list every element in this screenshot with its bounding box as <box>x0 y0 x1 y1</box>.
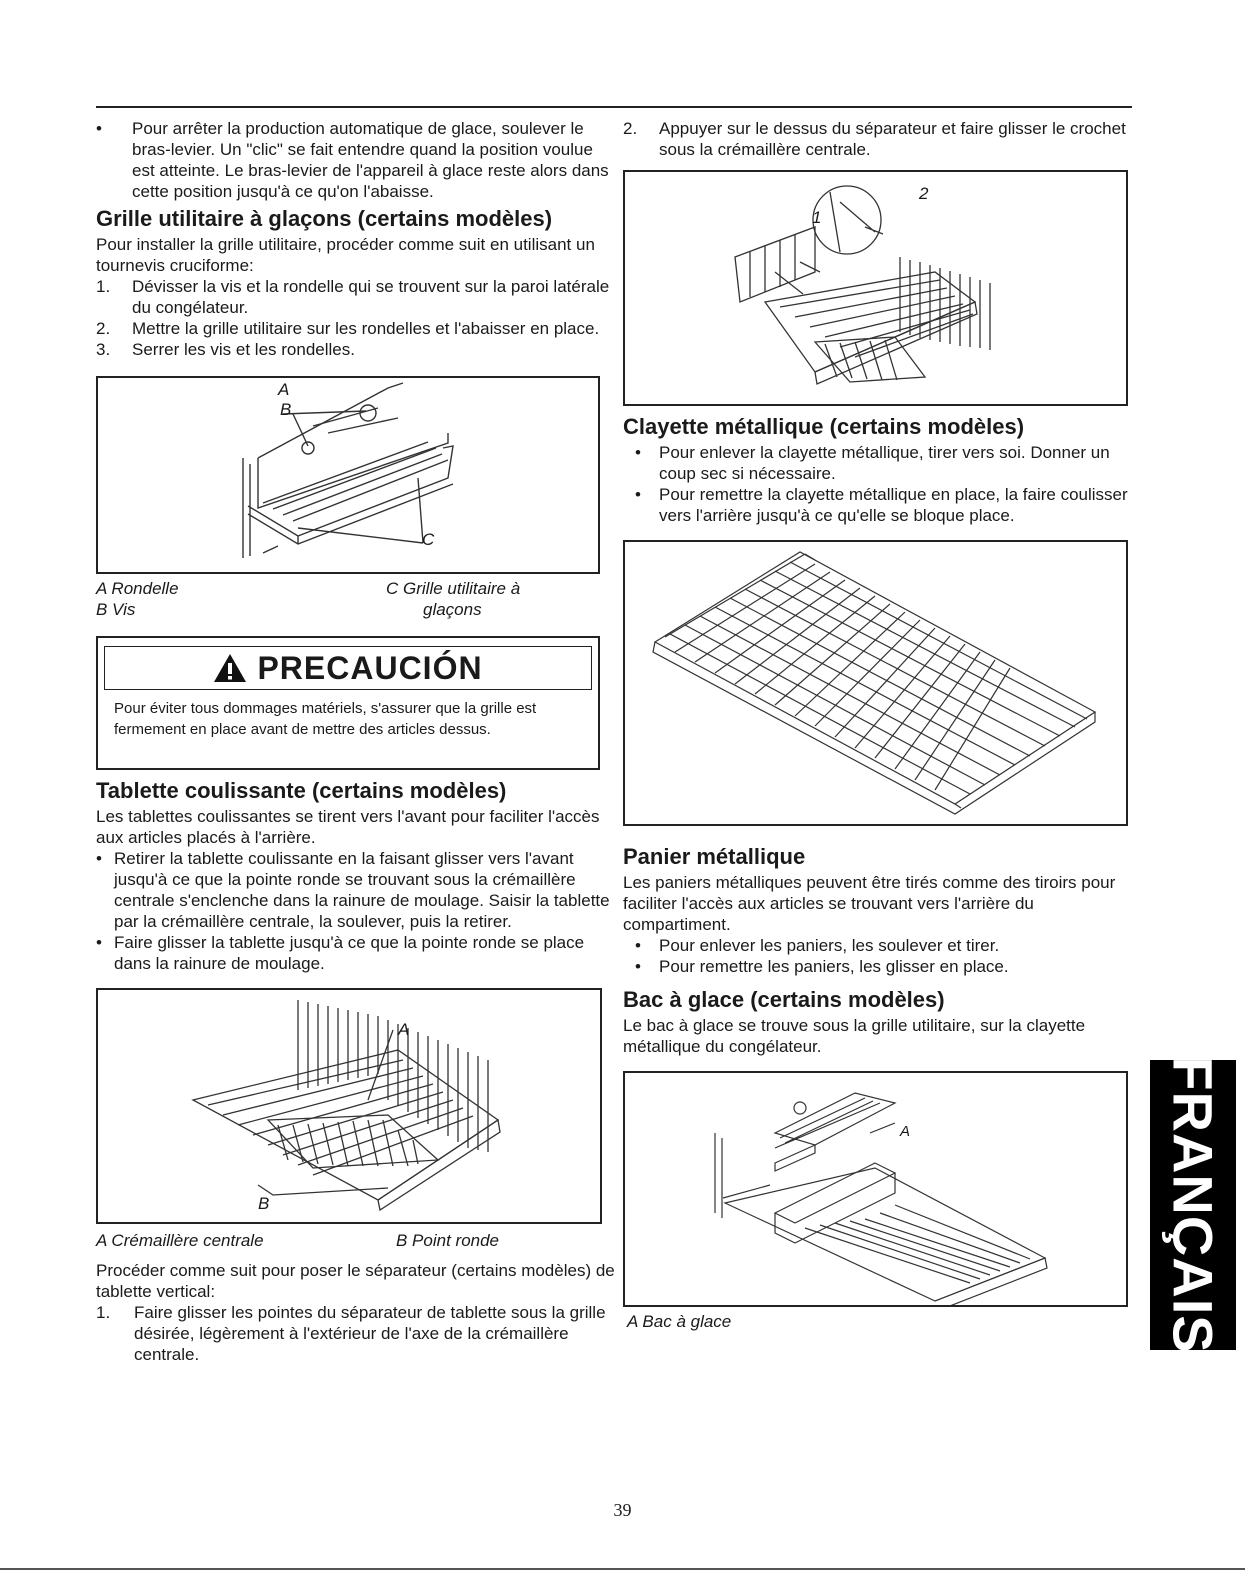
precaution-header <box>104 646 592 690</box>
panier-intro: Les paniers métalliques peuvent être tirés comme des tiroirs pour faciliter l'accès aux articles se trouvant vers l'arrière du compartiment. <box>623 873 1116 934</box>
fig2-label-b: B <box>258 1194 270 1213</box>
fig1-caption-a: A Rondelle <box>96 579 179 598</box>
clayette-bullet-2: • Pour remettre la clayette métallique en place, la faire coulisser vers l'arrière jusqu'à ce qu'elle se bloque place. <box>635 485 1128 525</box>
tablette-intro: Les tablettes coulissantes se tirent vers l'avant pour faciliter l'accès aux articles placés à l'arrière. <box>96 807 600 847</box>
fig5-label-a: A <box>900 1123 911 1140</box>
left-column <box>96 118 616 1365</box>
tablette-heading: Tablette coulissante (certains modèles) <box>96 778 507 803</box>
precaution-box <box>96 636 600 770</box>
bac-intro: Le bac à glace se trouve sous la grille utilitaire, sur la clayette métallique du congélateur. <box>623 1016 1086 1056</box>
panier-bullet-2: • Pour remettre les paniers, les glisser en place. <box>635 957 1009 976</box>
tablette-coulissante-illustration <box>98 990 600 1222</box>
fig1-caption-c2: glaçons <box>423 600 482 619</box>
bottom-rule <box>0 1568 1245 1570</box>
fig1-caption-b: B Vis <box>96 600 136 619</box>
fig3-label-2: 2 <box>919 184 929 203</box>
right-column <box>623 118 1133 1337</box>
fig3-label-1: 1 <box>812 208 822 227</box>
figure-tablette-coulissante <box>96 988 602 1224</box>
fig5-caption <box>623 1311 1133 1337</box>
fig1-caption <box>96 578 616 622</box>
clayette-bullet-1: • Pour enlever la clayette métallique, tirer vers soi. Donner un coup sec si nécessaire. <box>635 443 1110 483</box>
separateur-step-1: 1. Faire glisser les pointes du séparateur de tablette sous la grille désirée, légèrement à l'extérieur de l'axe de la crémaillère centrale. <box>96 1303 606 1364</box>
language-side-tab <box>1150 1056 1236 1354</box>
fig1-label-c: C <box>422 530 435 549</box>
grille-intro: Pour installer la grille utilitaire, procéder comme suit en utilisant un tournevis cruciforme: <box>96 235 595 275</box>
top-rule <box>96 106 1132 108</box>
grille-heading: Grille utilitaire à glaçons (certains modèles) <box>96 206 553 231</box>
language-side-tab-label: FRANÇAIS <box>1161 1056 1225 1354</box>
grille-utilitaire-illustration <box>98 378 598 572</box>
grille-step-2: 2. Mettre la grille utilitaire sur les rondelles et l'abaisser en place. <box>96 319 600 338</box>
intro-bullet: • Pour arrêter la production automatique de glace, soulever le bras-levier. Un "clic" se fait entendre quand la position voulue est atteinte. Le bras-levier de l'appareil à glace reste alors dans cette position jusqu'à ce qu'on l'abaisse. <box>96 119 609 201</box>
page-number: 39 <box>613 1500 632 1520</box>
separateur-step-2: 2. Appuyer sur le dessus du séparateur et faire glisser le crochet sous la crémaillère centrale. <box>623 119 1126 159</box>
separateur-illustration <box>625 172 1126 404</box>
figure-grille-utilitaire <box>96 376 600 574</box>
clayette-metallique-illustration <box>625 542 1126 824</box>
figure-separateur <box>623 170 1128 406</box>
precaution-title: PRECAUCIÓN <box>257 649 483 686</box>
clayette-heading: Clayette métallique (certains modèles) <box>623 414 1025 439</box>
tablette-bullet-2: • Faire glisser la tablette jusqu'à ce que la pointe ronde se place dans la rainure de moulage. <box>96 933 585 973</box>
panier-bullet-1: • Pour enlever les paniers, les soulever et tirer. <box>635 936 1000 955</box>
grille-step-1: 1. Dévisser la vis et la rondelle qui se trouvent sur la paroi latérale du congélateur. <box>96 277 610 317</box>
fig2-caption-a: A Crémaillère centrale <box>96 1231 264 1250</box>
fig2-caption-b: B Point ronde <box>396 1231 500 1250</box>
fig2-label-a: A <box>398 1020 410 1039</box>
fig1-label-a: A <box>278 380 290 399</box>
fig5-caption-a: A Bac à glace <box>627 1312 732 1331</box>
bac-heading: Bac à glace (certains modèles) <box>623 987 945 1012</box>
figure-bac-a-glace <box>623 1071 1128 1307</box>
precaution-text: Pour éviter tous dommages matériels, s'assurer que la grille est fermement en place avant de mettre des articles dessus. <box>114 700 537 738</box>
fig2-caption <box>96 1230 616 1256</box>
panier-heading: Panier métallique <box>623 844 806 869</box>
tablette-bullet-1: • Retirer la tablette coulissante en la faisant glisser vers l'avant jusqu'à ce que la pointe ronde se trouvant sous la crémaillère centrale s'enclenche dans la rainure de moulage. Saisir la tablette par la crémaillère centrale, la soulever, puis la retirer. <box>96 849 610 931</box>
separateur-intro: Procéder comme suit pour poser le séparateur (certains modèles) de tablette vertical: <box>96 1261 615 1301</box>
warning-triangle-icon <box>213 653 247 683</box>
figure-clayette-metallique <box>623 540 1128 826</box>
fig1-caption-c1: C Grille utilitaire à <box>386 579 521 598</box>
grille-step-3: 3. Serrer les vis et les rondelles. <box>96 340 355 359</box>
fig1-label-b: B <box>280 400 292 419</box>
bac-a-glace-illustration <box>625 1073 1126 1305</box>
bullet-marker: • <box>96 119 102 138</box>
